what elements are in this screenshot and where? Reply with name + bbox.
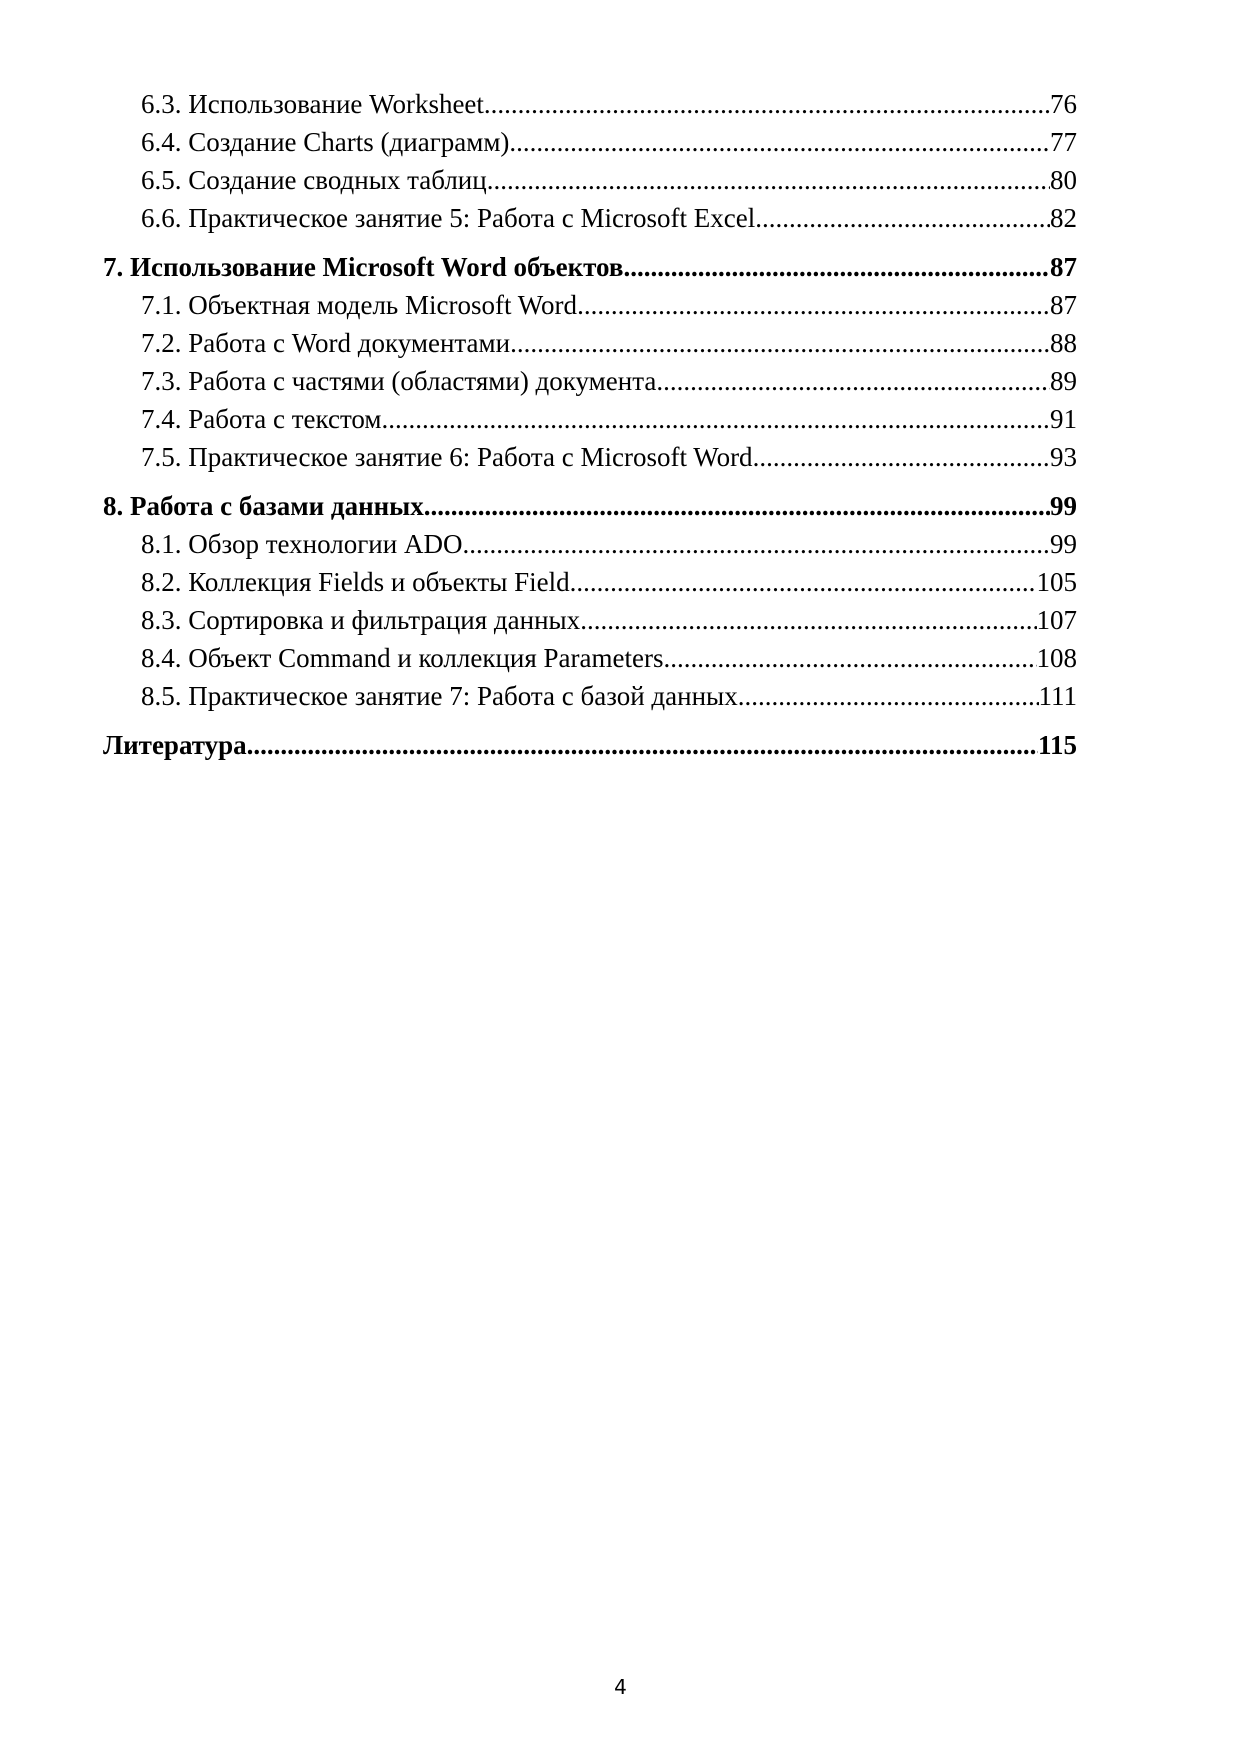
toc-chapter-7[interactable]	[103, 248, 1077, 286]
toc-entry-title: 6.3. Использование Worksheet	[141, 89, 484, 119]
toc-entry-title: 7.4. Работа с текстом	[141, 404, 382, 434]
toc-entry-title: 7.3. Работа с частями (областями) документа	[141, 366, 657, 396]
toc-entry-page: 91	[1050, 404, 1077, 434]
toc-entry-6-4[interactable]	[103, 123, 1077, 161]
toc-dot-leader	[755, 199, 1050, 237]
toc-entry-title: 6.6. Практическое занятие 5: Работа с Microsoft Excel	[141, 203, 756, 233]
toc-entry-title: 8.5. Практическое занятие 7: Работа с базой данных	[141, 681, 738, 711]
toc-entry-page: 87	[1050, 290, 1077, 320]
toc-entry-page: 88	[1050, 328, 1077, 358]
toc-dot-leader	[663, 639, 1036, 677]
toc-entry-title: 7.1. Объектная модель Microsoft Word	[141, 290, 578, 320]
toc-dot-leader	[462, 525, 1050, 563]
toc-entry-8-4[interactable]	[103, 639, 1077, 677]
toc-entry-page: 115	[1037, 730, 1077, 760]
toc-entry-page: 77	[1050, 127, 1077, 157]
toc-entry-8-1[interactable]	[103, 525, 1077, 563]
toc-entry-page: 76	[1050, 89, 1077, 119]
toc-entry-6-5[interactable]	[103, 161, 1077, 199]
toc-entry-title: 6.5. Создание сводных таблиц	[141, 165, 487, 195]
table-of-contents	[103, 85, 1077, 764]
toc-dot-leader	[381, 400, 1050, 438]
toc-entry-title: 6.4. Создание Charts (диаграмм)	[141, 127, 510, 157]
toc-dot-leader	[623, 248, 1050, 286]
toc-entry-page: 93	[1050, 442, 1077, 472]
toc-entry-page: 107	[1036, 605, 1077, 635]
toc-entry-title: 7.2. Работа с Word документами	[141, 328, 511, 358]
toc-entry-7-1[interactable]	[103, 286, 1077, 324]
toc-entry-title: 8. Работа с базами данных	[103, 491, 424, 521]
toc-dot-leader	[247, 726, 1038, 764]
toc-dot-leader	[577, 286, 1050, 324]
toc-entry-title: 7. Использование Microsoft Word объектов	[103, 252, 624, 282]
toc-entry-7-3[interactable]	[103, 362, 1077, 400]
toc-entry-page: 87	[1050, 252, 1077, 282]
toc-dot-leader	[424, 487, 1050, 525]
toc-entry-7-5[interactable]	[103, 438, 1077, 476]
toc-entry-6-6[interactable]	[103, 199, 1077, 237]
toc-entry-page: 99	[1050, 491, 1077, 521]
toc-dot-leader	[738, 677, 1039, 715]
toc-entry-title: 7.5. Практическое занятие 6: Работа с Microsoft Word	[141, 442, 753, 472]
toc-entry-8-3[interactable]	[103, 601, 1077, 639]
toc-entry-title: Литература	[103, 730, 247, 760]
toc-entry-6-3[interactable]	[103, 85, 1077, 123]
toc-entry-title: 8.1. Обзор технологии ADO	[141, 529, 463, 559]
toc-entry-title: 8.3. Сортировка и фильтрация данных	[141, 605, 581, 635]
toc-entry-8-2[interactable]	[103, 563, 1077, 601]
toc-dot-leader	[487, 161, 1050, 199]
toc-entry-page: 89	[1050, 366, 1077, 396]
toc-entry-page: 80	[1050, 165, 1077, 195]
toc-entry-title: 8.4. Объект Command и коллекция Parameters	[141, 643, 664, 673]
toc-dot-leader	[753, 438, 1050, 476]
toc-entry-7-4[interactable]	[103, 400, 1077, 438]
toc-dot-leader	[484, 85, 1050, 123]
toc-dot-leader	[656, 362, 1050, 400]
toc-entry-page: 111	[1038, 681, 1077, 711]
toc-entry-7-2[interactable]	[103, 324, 1077, 362]
page-number: 4	[614, 1675, 627, 1699]
toc-references[interactable]	[103, 726, 1077, 764]
toc-entry-title: 8.2. Коллекция Fields и объекты Field	[141, 567, 570, 597]
toc-dot-leader	[509, 123, 1050, 161]
toc-entry-page: 108	[1036, 643, 1077, 673]
toc-dot-leader	[580, 601, 1036, 639]
toc-dot-leader	[570, 563, 1037, 601]
toc-dot-leader	[510, 324, 1050, 362]
toc-chapter-8[interactable]	[103, 487, 1077, 525]
toc-entry-page: 82	[1050, 203, 1077, 233]
toc-entry-page: 105	[1036, 567, 1077, 597]
toc-entry-8-5[interactable]	[103, 677, 1077, 715]
toc-entry-page: 99	[1050, 529, 1077, 559]
